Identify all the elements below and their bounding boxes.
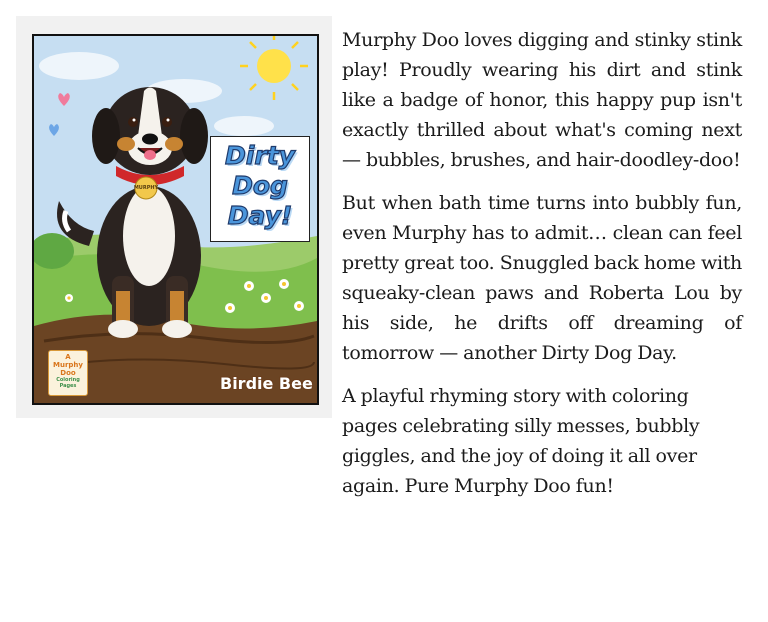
book-description (342, 25, 742, 514)
series-logo-line: Coloring (56, 377, 80, 383)
description-paragraph: But when bath time turns into bubbly fun, even Murphy has to admit… clean can feel pretty great too. Snuggled back home with squeaky-clean paws and Roberta Lou by his side, he drifts off dreaming of tomorrow — another Dirty Dog Day. (342, 192, 742, 364)
series-logo-line: A (65, 353, 71, 361)
collar-tag-label: MURPHY (133, 185, 159, 191)
series-logo-line: Pages (59, 383, 77, 389)
series-logo-line: Doo (60, 369, 76, 377)
book-cover (32, 34, 319, 405)
description-paragraph: A playful rhyming story with coloring pages celebrating silly messes, bubbly giggles, and the joy of doing it all over again. Pure Murphy Doo fun! (342, 385, 700, 497)
series-logo-line: Murphy (53, 361, 83, 369)
cover-title-line: Dirty (225, 141, 295, 170)
series-logo (48, 350, 88, 396)
description-paragraph: Murphy Doo loves digging and stinky stink play! Proudly wearing his dirt and stink like a badge of honor, this happy pup isn't exactly thrilled about what's coming next — bubbles, brushes, and hair-doodley-doo! (342, 29, 742, 171)
cover-author: Birdie Bee (220, 374, 313, 393)
cover-title-line: Day! (227, 201, 293, 230)
cover-title-badge (210, 136, 310, 242)
cover-title-line: Dog (232, 171, 288, 200)
